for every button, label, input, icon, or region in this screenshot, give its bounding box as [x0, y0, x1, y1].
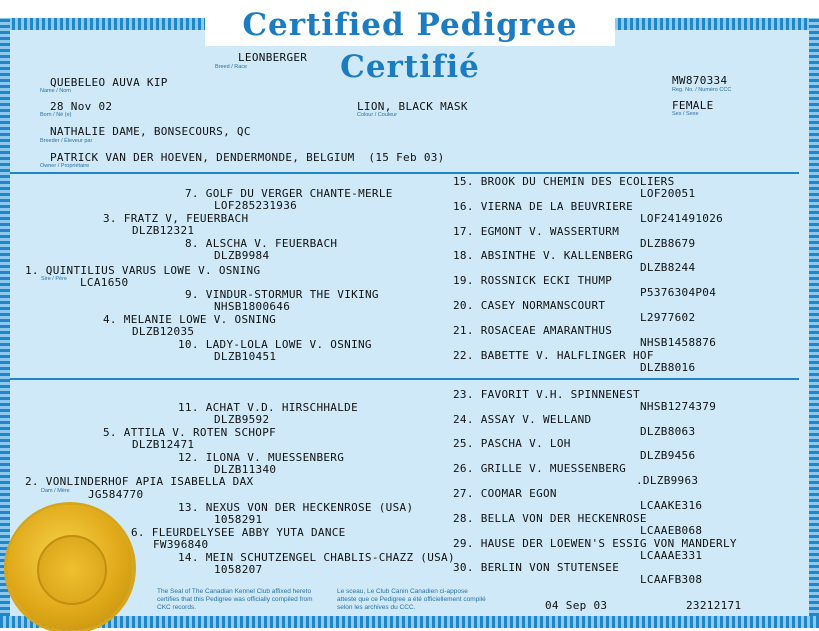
ancestor-9-name: 9. VINDUR-STORMUR THE VIKING [185, 288, 379, 301]
ancestor-4-name: 4. MELANIE LOWE V. OSNING [103, 313, 277, 326]
ancestor-22-reg: DLZB8016 [640, 361, 696, 374]
colour-label: Colour / Couleur [357, 112, 398, 118]
ancestor-29-reg: LCAAAE331 [640, 549, 703, 562]
ancestor-8-reg: DLZB9984 [214, 249, 270, 262]
issue-date: 04 Sep 03 [545, 599, 608, 612]
ancestor-1-name: 1. QUINTILIUS VARUS LOWE V. OSNING [25, 264, 261, 277]
born-label: Born / Né (e) [40, 112, 72, 118]
ancestor-9-reg: NHSB1800646 [214, 300, 291, 313]
ancestor-18-reg: DLZB8244 [640, 261, 696, 274]
ancestor-23-name: 23. FAVORIT V.H. SPINNENEST [453, 388, 640, 401]
ancestor-16-name: 16. VIERNA DE LA BEUVRIERE [453, 200, 633, 213]
ancestor-13-name: 13. NEXUS VON DER HECKENROSE (USA) [178, 501, 414, 514]
sex-value: FEMALE [672, 99, 714, 112]
ancestor-7-reg: LOF285231936 [214, 199, 298, 212]
owner-value: PATRICK VAN DER HOEVEN, DENDERMONDE, BELGIUM (15 Feb 03) [50, 151, 445, 164]
ancestor-28-name: 28. BELLA VON DER HECKENROSE [453, 512, 647, 525]
ancestor-4-reg: DLZB12035 [132, 325, 195, 338]
born-value: 28 Nov 02 [50, 100, 113, 113]
dog-name-value: QUEBELEO AUVA KIP [50, 76, 168, 89]
ancestor-11-reg: DLZB9592 [214, 413, 270, 426]
ancestor-28-reg: LCAAEB068 [640, 524, 703, 537]
border-right [809, 18, 819, 628]
ancestor-27-name: 27. COOMAR EGON [453, 487, 557, 500]
ancestor-12-reg: DLZB11340 [214, 463, 277, 476]
ancestor-15-name: 15. BROOK DU CHEMIN DES ECOLIERS [453, 175, 675, 188]
divider-top [10, 172, 799, 174]
ancestor-10-reg: DLZB10451 [214, 350, 277, 363]
ancestor-3-reg: DLZB12321 [132, 224, 195, 237]
ancestor-25-reg: DLZB9456 [640, 449, 696, 462]
dog-name-label: Name / Nom [40, 88, 71, 94]
ancestor-6-name: 6. FLEURDELYSEE ABBY YUTA DANCE [131, 526, 346, 539]
breed-value: LEONBERGER [238, 51, 308, 64]
sire-label: Sire / Père [41, 276, 67, 282]
breed-label: Breed / Race [215, 64, 248, 70]
ancestor-8-name: 8. ALSCHA V. FEUERBACH [185, 237, 338, 250]
ancestor-18-name: 18. ABSINTHE V. KALLENBERG [453, 249, 633, 262]
border-bottom [0, 616, 819, 628]
ancestor-21-reg: NHSB1458876 [640, 336, 717, 349]
ancestor-2-name: 2. VONLINDERHOF APIA ISABELLA DAX [25, 475, 254, 488]
ancestor-25-name: 25. PASCHA V. LOH [453, 437, 571, 450]
footer-english-line-3: CKC records. [157, 604, 197, 611]
ancestor-23-reg: NHSB1274379 [640, 400, 717, 413]
footer-english-line-2: certifies that this Pedigree was officially compiled from [157, 596, 313, 603]
breeder-value: NATHALIE DAME, BONSECOURS, QC [50, 125, 251, 138]
ancestor-1-reg: LCA1650 [80, 276, 129, 289]
reg-no-value: MW870334 [672, 74, 728, 87]
ancestor-26-reg: .DLZB9963 [636, 474, 699, 487]
footer-french-text [337, 588, 486, 612]
ancestor-26-name: 26. GRILLE V. MUESSENBERG [453, 462, 627, 475]
reg-no-label: Reg. No. / Numéro CCC [672, 87, 732, 93]
ancestor-30-name: 30. BERLIN VON STUTENSEE [453, 561, 620, 574]
seal-emblem-icon [37, 535, 107, 605]
ancestor-11-name: 11. ACHAT V.D. HIRSCHHALDE [178, 401, 358, 414]
ancestor-2-reg: JG584770 [88, 488, 144, 501]
ancestor-20-reg: L2977602 [640, 311, 696, 324]
dam-label: Dam / Mère [41, 488, 70, 494]
ancestor-22-name: 22. BABETTE V. HALFLINGER HOF [453, 349, 654, 362]
ancestor-16-reg: LOF241491026 [640, 212, 724, 225]
ancestor-19-name: 19. ROSSNICK ECKI THUMP [453, 274, 613, 287]
ancestor-24-name: 24. ASSAY V. WELLAND [453, 413, 592, 426]
footer-french-line-2: atteste que ce Pedigree a été officiellement compilé [337, 596, 486, 603]
footer-english-text [157, 588, 313, 612]
certificate-number: 23212171 [686, 599, 742, 612]
ancestor-19-reg: P5376304P04 [640, 286, 717, 299]
ancestor-10-name: 10. LADY-LOLA LOWE V. OSNING [178, 338, 372, 351]
ancestor-5-name: 5. ATTILA V. ROTEN SCHOPF [103, 426, 277, 439]
ancestor-3-name: 3. FRATZ V, FEUERBACH [103, 212, 249, 225]
border-left [0, 18, 10, 628]
ancestor-6-reg: FW396840 [153, 538, 209, 551]
colour-value: LION, BLACK MASK [357, 100, 468, 113]
ancestor-24-reg: DLZB8063 [640, 425, 696, 438]
gold-seal-icon [7, 505, 133, 631]
ancestor-12-name: 12. ILONA V. MUESSENBERG [178, 451, 345, 464]
divider-middle [10, 378, 799, 380]
footer-english-line-1: The Seal of The Canadian Kennel Club affixed hereto [157, 588, 312, 595]
ancestor-15-reg: LOF20051 [640, 187, 696, 200]
ancestor-14-reg: 1058207 [214, 563, 263, 576]
ancestor-30-reg: LCAAFB308 [640, 573, 703, 586]
ancestor-17-name: 17. EGMONT V. WASSERTURM [453, 225, 620, 238]
ancestor-5-reg: DLZB12471 [132, 438, 195, 451]
owner-label: Owner / Propriétaire [40, 163, 90, 169]
ancestor-7-name: 7. GOLF DU VERGER CHANTE-MERLE [185, 187, 393, 200]
footer-french-line-1: Le sceau, Le Club Canin Canadien ci-appose [337, 588, 468, 595]
certificate-title: Certified Pedigree Certifié [205, 4, 615, 46]
ancestor-17-reg: DLZB8679 [640, 237, 696, 250]
ancestor-21-name: 21. ROSACEAE AMARANTHUS [453, 324, 613, 337]
ancestor-20-name: 20. CASEY NORMANSCOURT [453, 299, 606, 312]
ancestor-13-reg: 1058291 [214, 513, 263, 526]
breeder-label: Breeder / Éleveur par [40, 138, 93, 144]
ancestor-29-name: 29. HAUSE DER LOEWEN'S ESSIG VON MANDERLY [453, 537, 737, 550]
ancestor-14-name: 14. MEIN SCHUTZENGEL CHABLIS-CHAZZ (USA) [178, 551, 455, 564]
footer-french-line-3: selon les archives du CCC. [337, 604, 416, 611]
ancestor-27-reg: LCAAKE316 [640, 499, 703, 512]
sex-label: Sex / Sexe [672, 111, 699, 117]
